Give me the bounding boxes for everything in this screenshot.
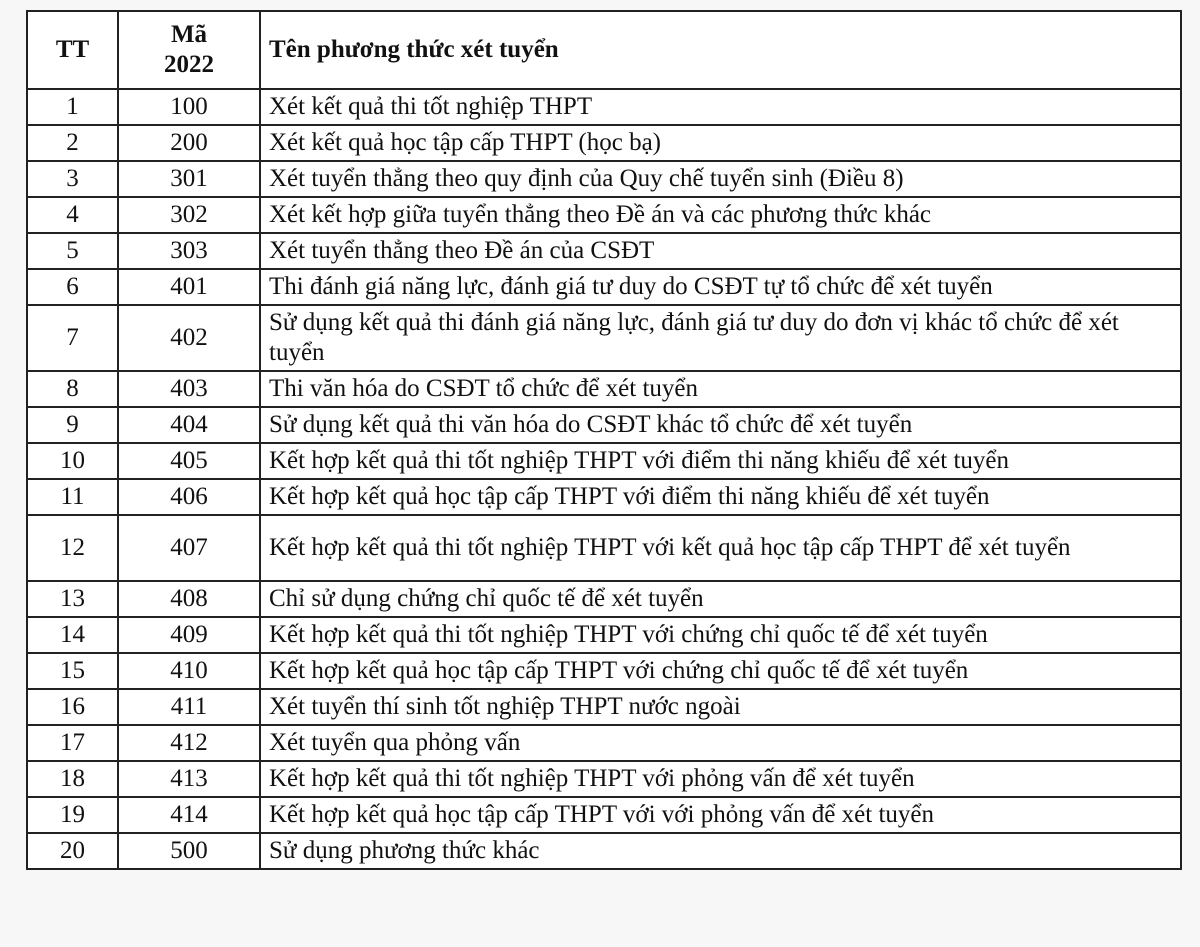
header-method-name: Tên phương thức xét tuyển bbox=[260, 11, 1181, 89]
row-method-name: Sử dụng kết quả thi văn hóa do CSĐT khác tổ chức để xét tuyển bbox=[260, 407, 1181, 443]
row-tt: 4 bbox=[27, 197, 118, 233]
row-tt: 13 bbox=[27, 581, 118, 617]
row-code: 200 bbox=[118, 125, 260, 161]
row-code: 500 bbox=[118, 833, 260, 869]
row-method-name: Xét tuyển thẳng theo Đề án của CSĐT bbox=[260, 233, 1181, 269]
row-code: 303 bbox=[118, 233, 260, 269]
table-row bbox=[27, 125, 1181, 161]
row-code: 404 bbox=[118, 407, 260, 443]
row-method-name: Xét kết hợp giữa tuyển thẳng theo Đề án và các phương thức khác bbox=[260, 197, 1181, 233]
table-row bbox=[27, 233, 1181, 269]
row-tt: 19 bbox=[27, 797, 118, 833]
row-tt: 10 bbox=[27, 443, 118, 479]
table-row bbox=[27, 197, 1181, 233]
row-method-name: Xét kết quả thi tốt nghiệp THPT bbox=[260, 89, 1181, 125]
table-row bbox=[27, 581, 1181, 617]
row-code: 412 bbox=[118, 725, 260, 761]
row-code: 301 bbox=[118, 161, 260, 197]
row-method-name: Kết hợp kết quả học tập cấp THPT với với phỏng vấn để xét tuyển bbox=[260, 797, 1181, 833]
row-method-name: Sử dụng kết quả thi đánh giá năng lực, đánh giá tư duy do đơn vị khác tổ chức để xét tuyển bbox=[260, 305, 1181, 371]
row-method-name: Xét tuyển qua phỏng vấn bbox=[260, 725, 1181, 761]
row-code: 100 bbox=[118, 89, 260, 125]
row-tt: 20 bbox=[27, 833, 118, 869]
table-row bbox=[27, 305, 1181, 371]
row-tt: 6 bbox=[27, 269, 118, 305]
row-tt: 2 bbox=[27, 125, 118, 161]
row-code: 408 bbox=[118, 581, 260, 617]
row-method-name: Kết hợp kết quả học tập cấp THPT với điểm thi năng khiếu để xét tuyển bbox=[260, 479, 1181, 515]
row-method-name: Thi văn hóa do CSĐT tổ chức để xét tuyển bbox=[260, 371, 1181, 407]
row-code: 406 bbox=[118, 479, 260, 515]
row-code: 401 bbox=[118, 269, 260, 305]
row-code: 409 bbox=[118, 617, 260, 653]
row-method-name: Thi đánh giá năng lực, đánh giá tư duy do CSĐT tự tổ chức để xét tuyển bbox=[260, 269, 1181, 305]
table-row bbox=[27, 833, 1181, 869]
row-method-name: Xét tuyển thí sinh tốt nghiệp THPT nước ngoài bbox=[260, 689, 1181, 725]
row-method-name: Sử dụng phương thức khác bbox=[260, 833, 1181, 869]
row-code: 405 bbox=[118, 443, 260, 479]
row-code: 407 bbox=[118, 515, 260, 581]
table-row bbox=[27, 407, 1181, 443]
row-method-name: Kết hợp kết quả thi tốt nghiệp THPT với điểm thi năng khiếu để xét tuyển bbox=[260, 443, 1181, 479]
row-method-name: Kết hợp kết quả học tập cấp THPT với chứng chỉ quốc tế để xét tuyển bbox=[260, 653, 1181, 689]
row-method-name: Kết hợp kết quả thi tốt nghiệp THPT với kết quả học tập cấp THPT để xét tuyển bbox=[260, 515, 1181, 581]
table-row bbox=[27, 653, 1181, 689]
table-row bbox=[27, 617, 1181, 653]
table-row bbox=[27, 761, 1181, 797]
row-method-name: Kết hợp kết quả thi tốt nghiệp THPT với chứng chỉ quốc tế để xét tuyển bbox=[260, 617, 1181, 653]
table-row bbox=[27, 479, 1181, 515]
row-tt: 18 bbox=[27, 761, 118, 797]
table-row bbox=[27, 797, 1181, 833]
table-row bbox=[27, 515, 1181, 581]
admission-methods-table bbox=[26, 10, 1182, 870]
row-tt: 9 bbox=[27, 407, 118, 443]
row-tt: 17 bbox=[27, 725, 118, 761]
table-row bbox=[27, 161, 1181, 197]
row-tt: 15 bbox=[27, 653, 118, 689]
row-method-name: Chỉ sử dụng chứng chỉ quốc tế để xét tuyển bbox=[260, 581, 1181, 617]
row-tt: 7 bbox=[27, 305, 118, 371]
row-code: 410 bbox=[118, 653, 260, 689]
table-header-row bbox=[27, 11, 1181, 89]
table-row bbox=[27, 371, 1181, 407]
row-tt: 1 bbox=[27, 89, 118, 125]
table-row bbox=[27, 689, 1181, 725]
row-tt: 14 bbox=[27, 617, 118, 653]
row-tt: 11 bbox=[27, 479, 118, 515]
row-tt: 12 bbox=[27, 515, 118, 581]
row-code: 411 bbox=[118, 689, 260, 725]
row-code: 413 bbox=[118, 761, 260, 797]
row-tt: 8 bbox=[27, 371, 118, 407]
row-code: 414 bbox=[118, 797, 260, 833]
header-code-line1: Mã bbox=[170, 21, 208, 48]
table-row bbox=[27, 725, 1181, 761]
row-method-name: Xét tuyển thẳng theo quy định của Quy chế tuyển sinh (Điều 8) bbox=[260, 161, 1181, 197]
header-code bbox=[118, 11, 260, 89]
table-row bbox=[27, 269, 1181, 305]
table-row bbox=[27, 443, 1181, 479]
row-tt: 16 bbox=[27, 689, 118, 725]
table-row bbox=[27, 89, 1181, 125]
row-method-name: Kết hợp kết quả thi tốt nghiệp THPT với phỏng vấn để xét tuyển bbox=[260, 761, 1181, 797]
header-tt: TT bbox=[27, 11, 118, 89]
row-code: 402 bbox=[118, 305, 260, 371]
row-tt: 3 bbox=[27, 161, 118, 197]
row-code: 403 bbox=[118, 371, 260, 407]
row-method-name: Xét kết quả học tập cấp THPT (học bạ) bbox=[260, 125, 1181, 161]
header-code-line2: 2022 bbox=[164, 51, 214, 78]
row-tt: 5 bbox=[27, 233, 118, 269]
row-code: 302 bbox=[118, 197, 260, 233]
